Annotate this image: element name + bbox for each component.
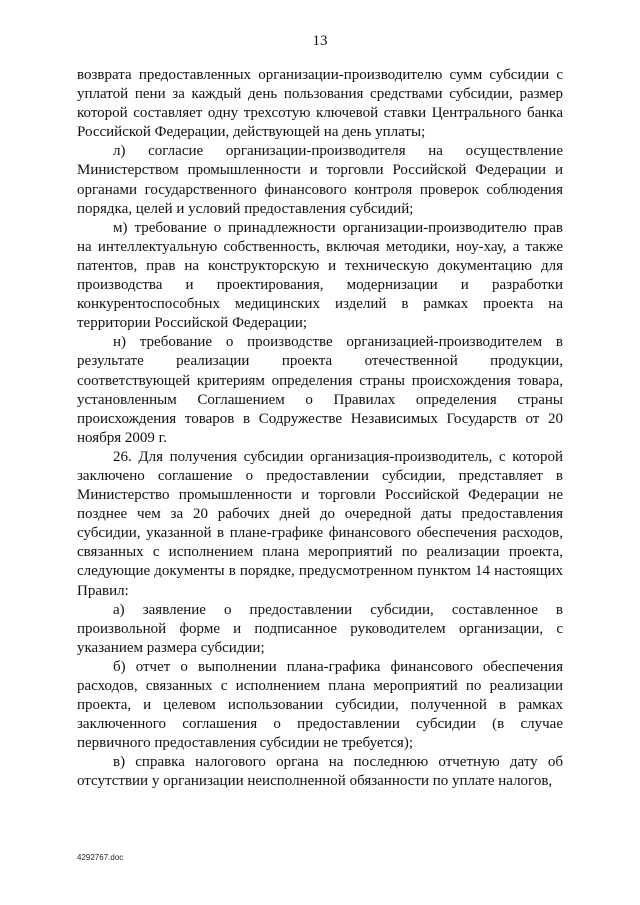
paragraph-item-n: н) требование о производстве организацией-производителем в результате реализации проекта отечественной продукции, соответствующей критериям определения страны происхождения товара, установленным Соглашением о Правилах определения страны происхождения товаров в Содружестве Независимых Государств от 20 ноября 2009 г. [77,334,563,446]
paragraph-clause-26: 26. Для получения субсидии организация-производитель, с которой заключено соглашение о предоставлении субсидии, представляет в Министерство промышленности и торговли Российской Федерации не позднее чем за 20 рабочих дней до очередной даты предоставления субсидии, указанной в плане-графике финансового обеспечения расходов, связанных с исполнением плана мероприятий по реализации проекта, следующие документы в порядке, предусмотренном пунктом 14 настоящих Правил: [77,448,563,599]
footer-document-code: 4292767.doc [77,853,124,862]
paragraph-continuation: возврата предоставленных организации-производителю сумм субсидии с уплатой пени за каждый день пользования средствами субсидии, размер которой составляет одну трехсотую ключевой ставки Центрального банка Российской Федерации, действующей на день уплаты; [77,67,563,141]
document-body [77,66,563,792]
page-number: 13 [312,33,328,49]
paragraph-item-v: в) справка налогового органа на последнюю отчетную дату об отсутствии у организации неисполненной обязанности по уплате налогов, [77,754,563,790]
paragraph-item-l: л) согласие организации-производителя на осуществление Министерством промышленности и торговли Российской Федерации и органами государственного финансового контроля проверок соблюдения порядка, целей и условий предоставления субсидий; [77,143,563,217]
paragraph-item-m: м) требование о принадлежности организации-производителю прав на интеллектуальную собственность, включая методики, ноу-хау, а также патентов, прав на конструкторскую и техническую документацию для производства и проектирования, модернизации и разработки конкурентоспособных медицинских изделий в рамках проекта на территории Российской Федерации; [77,219,563,332]
paragraph-item-b: б) отчет о выполнении плана-графика финансового обеспечения расходов, связанных с исполнением плана мероприятий по реализации проекта, и целевом использовании субсидии, полученной в рамках заключенного соглашения о предоставлении субсидии (в случае первичного предоставления субсидии не требуется); [77,658,563,752]
paragraph-item-a: а) заявление о предоставлении субсидии, составленное в произвольной форме и подписанное руководителем организации, с указанием размера субсидии; [77,601,563,656]
